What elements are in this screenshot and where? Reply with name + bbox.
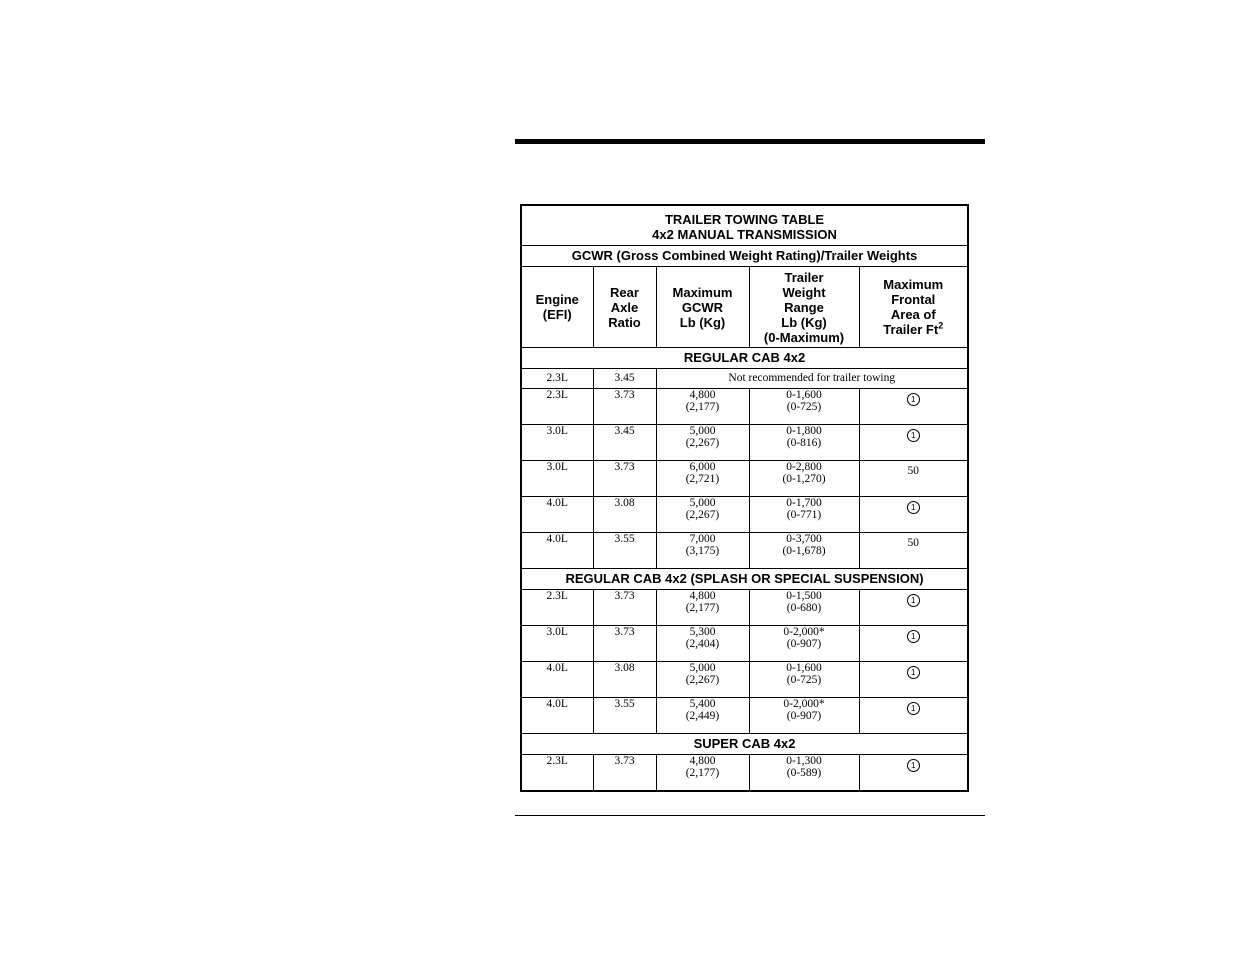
trailer-weight-cell-value: 0-1,300 — [786, 755, 822, 767]
circled-one-icon: 1 — [907, 501, 920, 514]
trailer-weight-cell-value: 0-1,600 — [786, 389, 822, 401]
gcwr-cell — [656, 755, 749, 792]
gcwr-cell-value: 5,300 — [689, 626, 716, 638]
engine-cell-value: 4.0L — [546, 662, 568, 674]
header-text: Lb (Kg) — [679, 314, 726, 330]
header-text: Range — [784, 299, 824, 315]
gcwr-cell-value: (2,267) — [685, 437, 720, 449]
axle-cell-value: 3.55 — [614, 698, 635, 710]
header-text: Axle — [610, 299, 639, 315]
trailer-weight-cell-value: 0-1,500 — [786, 590, 822, 602]
engine-cell — [521, 533, 593, 569]
table-subtitle: GCWR (Gross Combined Weight Rating)/Trailer Weights — [521, 246, 968, 267]
axle-cell — [593, 755, 656, 792]
engine-cell-value: 2.3L — [546, 755, 568, 767]
frontal-area-cell — [859, 662, 968, 698]
trailer-weight-cell — [749, 461, 859, 497]
not-recommended-note: Not recommended for trailer towing — [656, 369, 968, 389]
engine-cell: 2.3L — [521, 369, 593, 389]
header-text: Area of — [890, 307, 936, 322]
gcwr-cell-value: 5,000 — [689, 662, 716, 674]
header-text: Trailer Ft — [883, 322, 939, 337]
engine-cell — [521, 698, 593, 734]
frontal-area-cell — [859, 425, 968, 461]
engine-cell — [521, 755, 593, 792]
gcwr-cell-value: 4,800 — [689, 755, 716, 767]
frontal-area-value: 50 — [907, 465, 920, 477]
title-line-2: 4x2 MANUAL TRANSMISSION — [652, 227, 837, 242]
gcwr-cell — [656, 698, 749, 734]
engine-cell-value: 3.0L — [546, 461, 568, 473]
axle-cell-value: 3.55 — [614, 533, 635, 545]
gcwr-cell — [656, 626, 749, 662]
header-engine — [521, 267, 593, 348]
trailer-weight-cell — [749, 626, 859, 662]
gcwr-cell-value: 5,000 — [689, 425, 716, 437]
gcwr-cell-value: 6,000 — [689, 461, 716, 473]
engine-cell — [521, 425, 593, 461]
engine-cell — [521, 662, 593, 698]
trailer-weight-cell-value: 0-2,000* — [783, 626, 825, 638]
header-text: Rear — [610, 284, 639, 300]
trailer-weight-cell-value: (0-589) — [786, 767, 822, 779]
gcwr-cell-value: (2,267) — [685, 674, 720, 686]
circled-one-icon: 1 — [907, 393, 920, 406]
trailer-weight-cell-value: (0-907) — [786, 638, 822, 650]
axle-cell — [593, 497, 656, 533]
header-text: (0-Maximum) — [763, 329, 845, 345]
engine-cell — [521, 626, 593, 662]
gcwr-cell — [656, 389, 749, 425]
engine-cell-value: 3.0L — [546, 626, 568, 638]
trailer-weight-cell-value: (0-725) — [786, 401, 822, 413]
trailer-weight-cell-value: (0-1,678) — [782, 545, 826, 557]
gcwr-cell-value: (3,175) — [685, 545, 720, 557]
header-text: Engine — [535, 292, 579, 307]
header-text: Maximum — [883, 277, 944, 292]
trailer-weight-cell — [749, 698, 859, 734]
header-text: Frontal — [891, 292, 936, 307]
top-rule — [515, 139, 985, 144]
trailer-weight-cell-value: 0-3,700 — [786, 533, 822, 545]
axle-cell — [593, 389, 656, 425]
trailer-weight-cell-value: (0-816) — [786, 437, 822, 449]
gcwr-cell-value: (2,449) — [685, 710, 720, 722]
header-text: (EFI) — [542, 307, 572, 322]
axle-cell — [593, 662, 656, 698]
section-header: SUPER CAB 4x2 — [521, 734, 968, 755]
header-trailer-weight — [749, 267, 859, 348]
trailer-weight-cell-value: 0-1,700 — [786, 497, 822, 509]
engine-cell-value: 4.0L — [546, 497, 568, 509]
table-row — [521, 389, 968, 425]
engine-cell — [521, 590, 593, 626]
gcwr-cell-value: 5,400 — [689, 698, 716, 710]
engine-cell-value: 3.0L — [546, 425, 568, 437]
gcwr-cell-value: 4,800 — [689, 590, 716, 602]
frontal-area-cell — [859, 461, 968, 497]
gcwr-cell-value: (2,177) — [685, 602, 720, 614]
axle-cell-value: 3.73 — [614, 755, 635, 767]
gcwr-cell-value: (2,404) — [685, 638, 720, 650]
header-text: Weight — [782, 284, 826, 300]
superscript: 2 — [938, 320, 944, 331]
gcwr-cell — [656, 497, 749, 533]
header-frontal-area — [859, 267, 968, 348]
table-row — [521, 369, 968, 389]
trailer-weight-cell-value: 0-1,600 — [786, 662, 822, 674]
trailer-weight-cell-value: (0-1,270) — [782, 473, 826, 485]
gcwr-cell-value: (2,177) — [685, 767, 720, 779]
frontal-area-cell — [859, 590, 968, 626]
section-header: REGULAR CAB 4x2 (SPLASH OR SPECIAL SUSPENSION) — [521, 569, 968, 590]
header-gcwr — [656, 267, 749, 348]
frontal-area-cell — [859, 755, 968, 792]
table-row — [521, 590, 968, 626]
circled-one-icon: 1 — [907, 759, 920, 772]
frontal-area-cell — [859, 533, 968, 569]
trailer-weight-cell — [749, 425, 859, 461]
header-row — [521, 267, 968, 348]
trailer-weight-cell-value: 0-2,000* — [783, 698, 825, 710]
circled-one-icon: 1 — [907, 594, 920, 607]
axle-cell-value: 3.08 — [614, 497, 635, 509]
trailer-weight-cell — [749, 533, 859, 569]
table-row — [521, 626, 968, 662]
circled-one-icon: 1 — [907, 630, 920, 643]
bottom-rule — [515, 815, 985, 816]
frontal-area-cell — [859, 626, 968, 662]
section-header: REGULAR CAB 4x2 — [521, 348, 968, 369]
gcwr-cell-value: 7,000 — [689, 533, 716, 545]
frontal-area-value: 50 — [907, 537, 920, 549]
gcwr-cell-value: (2,267) — [685, 509, 720, 521]
axle-cell — [593, 425, 656, 461]
trailer-weight-cell — [749, 662, 859, 698]
axle-cell — [593, 626, 656, 662]
axle-cell — [593, 698, 656, 734]
table-row — [521, 755, 968, 792]
trailer-weight-cell-value: 0-1,800 — [786, 425, 822, 437]
trailer-towing-table — [520, 204, 969, 792]
circled-one-icon: 1 — [907, 429, 920, 442]
frontal-area-cell — [859, 698, 968, 734]
axle-cell-value: 3.08 — [614, 662, 635, 674]
trailer-weight-cell-value: (0-771) — [786, 509, 822, 521]
engine-cell-value: 4.0L — [546, 533, 568, 545]
engine-cell-value: 2.3L — [546, 389, 568, 401]
table-title — [521, 205, 968, 246]
axle-cell — [593, 461, 656, 497]
trailer-weight-cell — [749, 497, 859, 533]
header-text: Ratio — [608, 314, 641, 330]
table-row — [521, 461, 968, 497]
axle-cell-value: 3.73 — [614, 461, 635, 473]
trailer-weight-cell — [749, 389, 859, 425]
table-row — [521, 533, 968, 569]
circled-one-icon: 1 — [907, 666, 920, 679]
engine-cell — [521, 461, 593, 497]
header-text — [860, 322, 968, 337]
gcwr-cell — [656, 662, 749, 698]
engine-cell — [521, 497, 593, 533]
title-line-1: TRAILER TOWING TABLE — [664, 212, 825, 227]
axle-cell — [593, 590, 656, 626]
table-row — [521, 497, 968, 533]
axle-cell-value: 3.45 — [614, 425, 635, 437]
axle-cell: 3.45 — [593, 369, 656, 389]
trailer-weight-cell-value: 0-2,800 — [786, 461, 822, 473]
axle-cell-value: 3.73 — [614, 389, 635, 401]
engine-cell-value: 4.0L — [546, 698, 568, 710]
engine-cell — [521, 389, 593, 425]
frontal-area-cell — [859, 389, 968, 425]
gcwr-cell-value: (2,721) — [685, 473, 720, 485]
circled-one-icon: 1 — [907, 702, 920, 715]
axle-cell-value: 3.73 — [614, 590, 635, 602]
trailer-weight-cell-value: (0-725) — [786, 674, 822, 686]
axle-cell — [593, 533, 656, 569]
gcwr-cell — [656, 590, 749, 626]
trailer-weight-cell-value: (0-907) — [786, 710, 822, 722]
gcwr-cell-value: (2,177) — [685, 401, 720, 413]
header-text: Trailer — [784, 269, 824, 285]
header-text: Lb (Kg) — [781, 314, 827, 330]
gcwr-cell-value: 4,800 — [689, 389, 716, 401]
axle-cell-value: 3.73 — [614, 626, 635, 638]
header-axle — [593, 267, 656, 348]
gcwr-cell — [656, 461, 749, 497]
trailer-weight-cell — [749, 755, 859, 792]
header-text: Maximum — [672, 284, 733, 300]
trailer-weight-cell-value: (0-680) — [786, 602, 822, 614]
gcwr-cell-value: 5,000 — [689, 497, 716, 509]
gcwr-cell — [656, 425, 749, 461]
gcwr-cell — [656, 533, 749, 569]
frontal-area-cell — [859, 497, 968, 533]
engine-cell-value: 2.3L — [546, 590, 568, 602]
trailer-weight-cell — [749, 590, 859, 626]
table-row — [521, 662, 968, 698]
header-text: GCWR — [681, 299, 724, 315]
table-row — [521, 425, 968, 461]
table-row — [521, 698, 968, 734]
